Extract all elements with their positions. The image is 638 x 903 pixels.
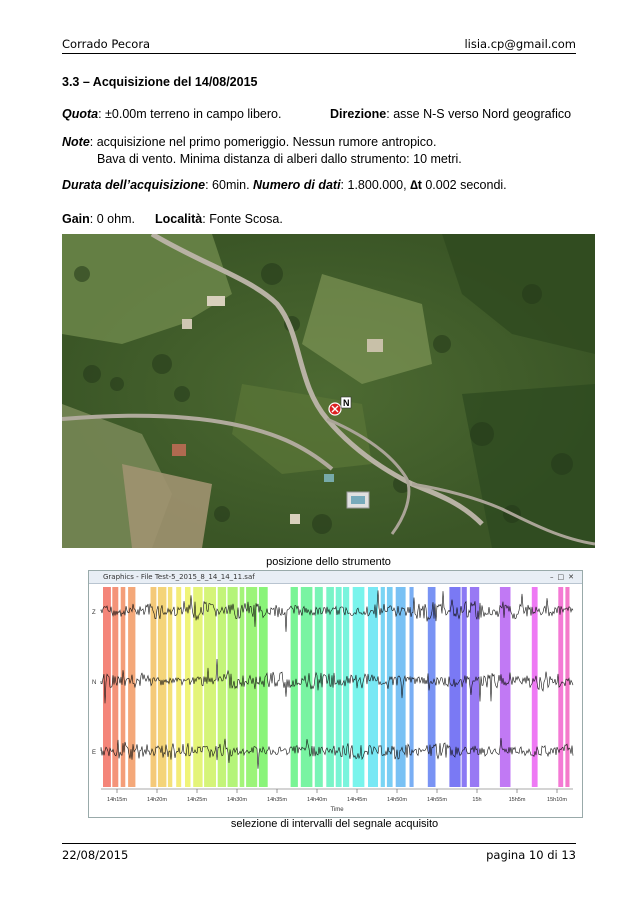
localita-label: Località xyxy=(155,212,203,226)
channel-label: Z xyxy=(92,610,96,616)
channel-label: N xyxy=(92,680,97,686)
selection-band xyxy=(185,587,191,787)
localita-line xyxy=(155,212,283,226)
durata-value: : 60min. xyxy=(205,178,254,192)
instrument-marker-icon xyxy=(329,403,341,415)
selection-band xyxy=(315,587,323,787)
numero-label: Numero di dati xyxy=(253,178,341,192)
selection-band xyxy=(240,587,245,787)
time-tick-label: 14h20m xyxy=(147,797,167,803)
selection-band xyxy=(462,587,467,787)
selection-band xyxy=(291,587,298,787)
aerial-map-image xyxy=(62,234,595,548)
header-rule xyxy=(62,53,576,54)
note-line-1 xyxy=(62,135,436,149)
selection-band xyxy=(176,587,181,787)
gain-line xyxy=(62,212,135,226)
time-tick-label: 15h5m xyxy=(508,797,526,803)
direzione-value: : asse N-S verso Nord geografico xyxy=(386,107,572,121)
quota-value: : ±0.00m terreno in campo libero. xyxy=(98,107,282,121)
selection-band xyxy=(368,587,378,787)
gain-value: : 0 ohm. xyxy=(89,212,135,226)
window-controls-icon[interactable]: –□✕ xyxy=(550,573,578,581)
selection-band xyxy=(151,587,157,787)
footer-rule xyxy=(62,843,576,844)
direzione-label: Direzione xyxy=(330,107,387,121)
durata-label: Durata dell’acquisizione xyxy=(62,178,206,192)
signal-caption: selezione di intervalli del segnale acquisito xyxy=(230,818,439,830)
selection-band xyxy=(410,587,414,787)
direzione-line xyxy=(330,107,571,121)
selection-band xyxy=(112,587,118,787)
selection-band xyxy=(565,587,569,787)
durata-line xyxy=(62,178,507,192)
time-tick-label: 14h35m xyxy=(267,797,287,803)
signal-window-title: Graphics - File Test-5_2015_8_14_14_11.saf xyxy=(103,573,255,581)
selection-band xyxy=(396,587,406,787)
selection-band xyxy=(532,587,538,787)
header-author: Corrado Pecora xyxy=(62,37,151,51)
selection-band xyxy=(218,587,226,787)
time-tick-label: 14h25m xyxy=(187,797,207,803)
time-tick-label: 14h55m xyxy=(427,797,447,803)
map-caption: posizione dello strumento xyxy=(266,556,391,568)
quota-line xyxy=(62,107,281,121)
localita-value: : Fonte Scosa. xyxy=(202,212,283,226)
time-tick-label: 14h50m xyxy=(387,797,407,803)
signal-plot xyxy=(89,583,582,817)
note-line-2: Bava di vento. Minima distanza di alberi dallo strumento: 10 metri. xyxy=(97,152,462,166)
time-tick-label: 15h xyxy=(472,797,482,803)
aerial-map-svg xyxy=(62,234,595,548)
header-email: lisia.cp@gmail.com xyxy=(464,37,576,51)
footer-date: 22/08/2015 xyxy=(62,848,129,862)
selection-band xyxy=(193,587,202,787)
dt-symbol: ∆t xyxy=(410,178,422,192)
page-header xyxy=(62,37,576,53)
dt-value: 0.002 secondi. xyxy=(421,178,507,192)
selection-band xyxy=(158,587,167,787)
time-axis-label: Time xyxy=(330,807,344,813)
numero-value: : 1.800.000, xyxy=(340,178,411,192)
quota-label: Quota xyxy=(62,107,99,121)
footer-page-number: pagina 10 di 13 xyxy=(486,848,576,862)
selection-band xyxy=(336,587,342,787)
time-tick-label: 14h15m xyxy=(107,797,127,803)
signal-graphics-window xyxy=(88,570,583,818)
selection-band xyxy=(470,587,479,787)
selection-band xyxy=(168,587,172,787)
gain-label: Gain xyxy=(62,212,90,226)
time-tick-label: 14h40m xyxy=(307,797,327,803)
time-tick-label: 14h30m xyxy=(227,797,247,803)
selection-band xyxy=(381,587,385,787)
selection-band xyxy=(500,587,511,787)
time-tick-label: 15h10m xyxy=(547,797,567,803)
selection-band xyxy=(121,587,126,787)
selection-band xyxy=(343,587,349,787)
section-title: 3.3 – Acquisizione del 14/08/2015 xyxy=(62,75,258,89)
marker-north-label: N xyxy=(343,398,350,408)
channel-label: E xyxy=(92,750,97,756)
note-label: Note xyxy=(62,135,90,149)
note-text-1: : acquisizione nel primo pomeriggio. Nessun rumore antropico. xyxy=(89,135,437,149)
time-tick-label: 14h45m xyxy=(347,797,367,803)
